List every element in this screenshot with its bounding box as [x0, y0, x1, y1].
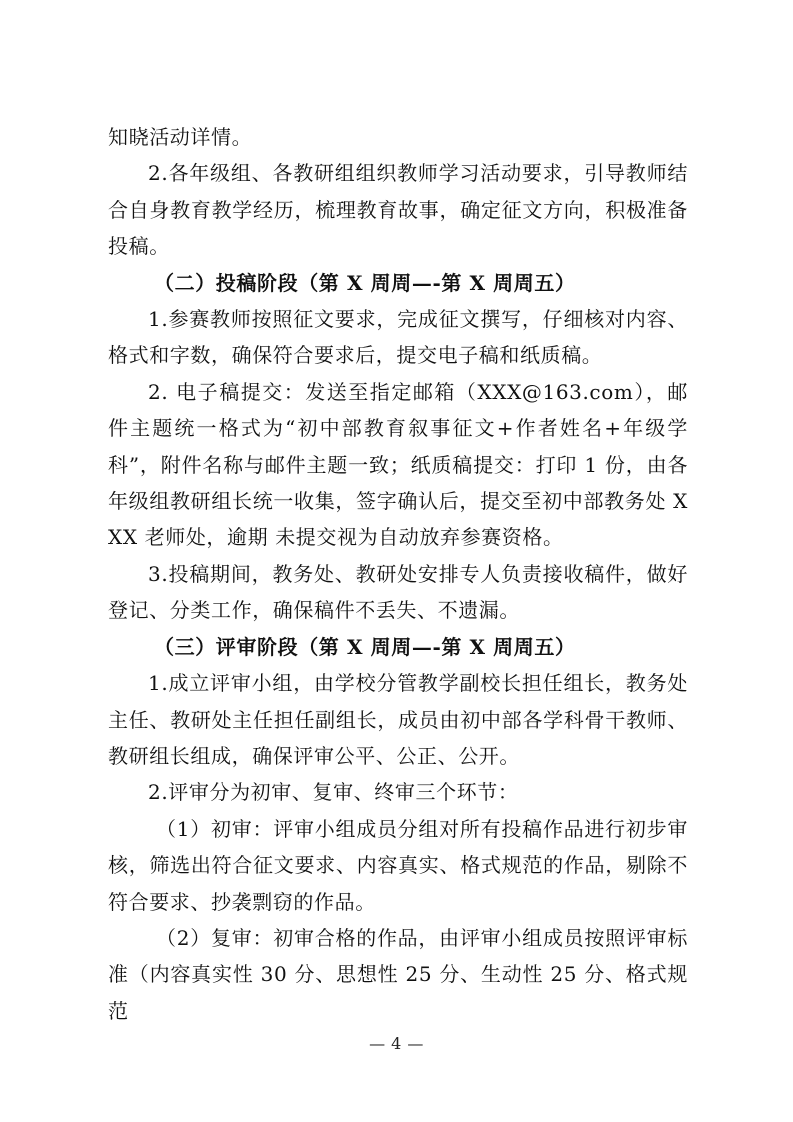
paragraph-body: 1.成立评审小组，由学校分管教学副校长担任组长，教务处主任、教研处主任担任副组长，成员由初中部各学科骨干教师、教研组长组成，确保评审公平、公正、公开。: [108, 671, 688, 768]
paragraph-subitem: （2）复审：初审合格的作品，由评审小组成员按照评审标准（内容真实性 30 分、思想性 25 分、生动性 25 分、格式规范: [108, 925, 688, 1023]
section-heading: （二）投稿阶段（第 X 周周—-第 X 周周五）: [154, 270, 576, 295]
paragraph-body: 1.参赛教师按照征文要求，完成征文撰写，仔细核对内容、格式和字数，确保符合要求后，提交电子稿和纸质稿。: [108, 307, 688, 368]
paragraph-body: 2. 电子稿提交：发送至指定邮箱（XXX@163.com），邮件主题统一格式为“初中部教育叙事征文+作者姓名+年级学科”，附件名称与邮件主题一致；纸质稿提交：打印 1 份，由各年级组教研组长统一收集，签字确认后，提交至初中部教务处 XXX 老师处，逾期 未提交视为自动放弃参赛资格。: [108, 379, 688, 550]
paragraph-body: 2.评审分为初审、复审、终审三个环节：: [148, 780, 519, 805]
paragraph-body: 2.各年级组、各教研组组织教师学习活动要求，引导教师结合自身教育教学经历，梳理教育故事，确定征文方向，积极准备投稿。: [108, 161, 688, 259]
paragraph-continuation: 知晓活动详情。: [108, 125, 253, 149]
paragraph-body: 3.投稿期间，教务处、教研处安排专人负责接收稿件，做好登记、分类工作，确保稿件不丢失、不遗漏。: [108, 561, 688, 623]
section-heading: （三）评审阶段（第 X 周周—-第 X 周周五）: [154, 634, 576, 659]
paragraph-subitem: （1）初审：评审小组成员分组对所有投稿作品进行初步审核，筛选出符合征文要求、内容真实、格式规范的作品，剔除不符合要求、抄袭剽窃的作品。: [108, 816, 688, 914]
document-body: [108, 119, 688, 1029]
page-number: — 4 —: [369, 1034, 424, 1053]
